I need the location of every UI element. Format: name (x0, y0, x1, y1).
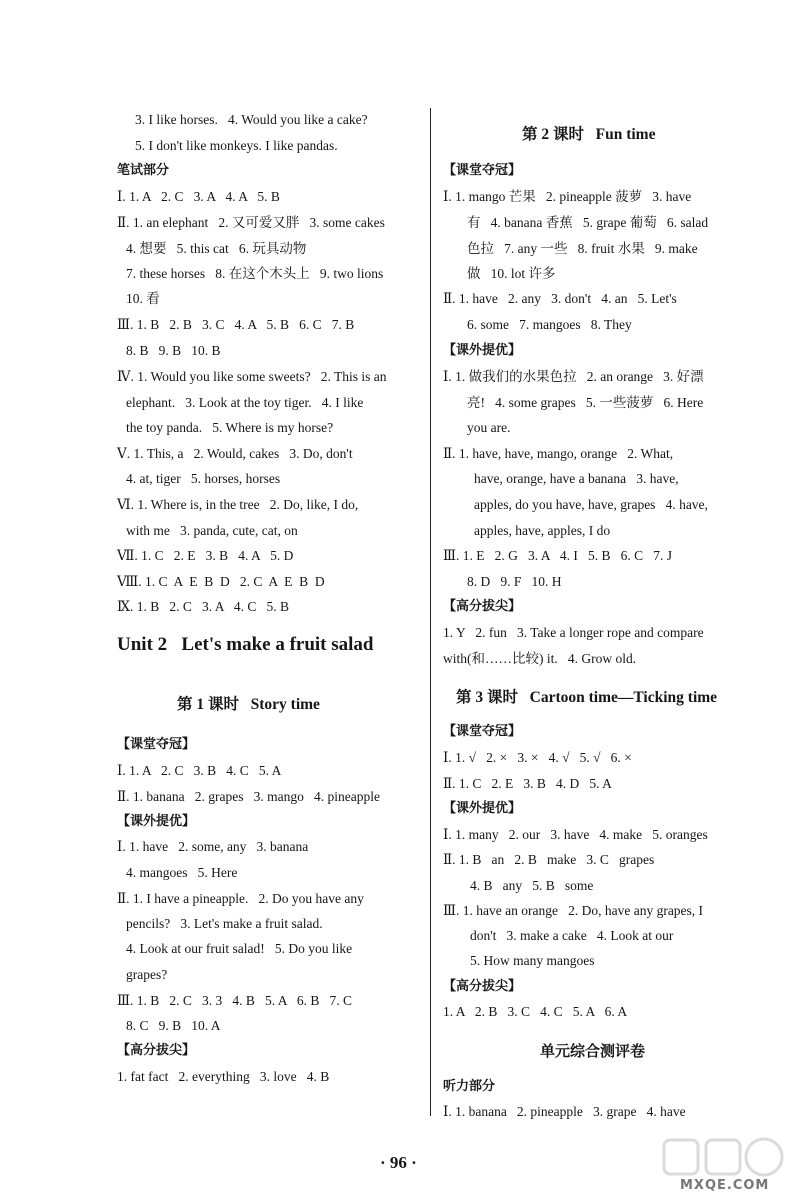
answer-line: apples, do you have, have, grapes 4. have, (474, 497, 708, 512)
answer-line: 8. C 9. B 10. A (126, 1018, 221, 1033)
answer-line: 色拉 7. any 一些 8. fruit 水果 9. make (467, 241, 698, 256)
section-label: 笔试部分 (117, 163, 170, 178)
answer-line: Ⅰ. 1. many 2. our 3. have 4. make 5. oranges (443, 827, 708, 842)
answer-line: 1. Y 2. fun 3. Take a longer rope and compare (443, 625, 704, 640)
answer-line: Ⅷ. 1. C A E B D 2. C A E B D (117, 574, 325, 589)
answer-line: 4. 想要 5. this cat 6. 玩具动物 (126, 241, 307, 256)
answer-line: Ⅲ. 1. have an orange 2. Do, have any grapes, I (443, 903, 704, 918)
section-label: 【课堂夺冠】 (117, 737, 196, 752)
answer-line: 5. I don't like monkeys. I like pandas. (135, 138, 338, 153)
answer-line: Ⅰ. 1. mango 芒果 2. pineapple 菠萝 3. have (443, 189, 692, 204)
answer-line: Ⅰ. 1. have 2. some, any 3. banana (117, 839, 309, 854)
answer-line: 10. 看 (126, 291, 160, 306)
answer-line: 3. I like horses. 4. Would you like a cake? (135, 112, 368, 127)
section-label: 【课外提优】 (443, 343, 522, 358)
lesson-title: 第 2 课时 Fun time (522, 126, 656, 143)
answer-line: Ⅱ. 1. have, have, mango, orange 2. What, (443, 446, 674, 461)
answer-line: Ⅲ. 1. E 2. G 3. A 4. I 5. B 6. C 7. J (443, 548, 673, 563)
answer-line: Ⅲ. 1. B 2. B 3. C 4. A 5. B 6. C 7. B (117, 317, 355, 332)
answer-line: 5. How many mangoes (470, 953, 595, 968)
answer-line: Ⅱ. 1. B an 2. B make 3. C grapes (443, 852, 655, 867)
answer-line: 8. D 9. F 10. H (467, 574, 562, 589)
answer-line: you are. (467, 420, 511, 435)
answer-line: Ⅰ. 1. banana 2. pineapple 3. grape 4. have (443, 1104, 686, 1119)
answer-line: grapes? (126, 967, 168, 982)
answer-line: Ⅸ. 1. B 2. C 3. A 4. C 5. B (117, 599, 290, 614)
answer-line: 做 10. lot 许多 (467, 266, 556, 281)
answer-line: 1. fat fact 2. everything 3. love 4. B (117, 1069, 330, 1084)
answer-line: 4. mangoes 5. Here (126, 865, 238, 880)
section-label: 【高分拔尖】 (443, 979, 522, 994)
answer-line: Ⅲ. 1. B 2. C 3. 3 4. B 5. A 6. B 7. C (117, 993, 353, 1008)
answer-line: don't 3. make a cake 4. Look at our (470, 928, 674, 943)
answer-line: Ⅰ. 1. √ 2. × 3. × 4. √ 5. √ 6. × (443, 750, 632, 765)
column-divider (430, 108, 431, 1116)
section-label: 【课外提优】 (117, 814, 196, 829)
answer-line: 4. B any 5. B some (470, 878, 594, 893)
answer-line: with(和……比较) it. 4. Grow old. (443, 651, 637, 666)
answer-line: 有 4. banana 香蕉 5. grape 葡萄 6. salad (467, 215, 709, 230)
answer-line: Ⅶ. 1. C 2. E 3. B 4. A 5. D (117, 548, 294, 563)
page-number: · 96 · (380, 1153, 417, 1172)
answer-line: Ⅴ. 1. This, a 2. Would, cakes 3. Do, don't (117, 446, 353, 461)
section-label: 【课堂夺冠】 (443, 163, 522, 178)
answer-line: have, orange, have a banana 3. have, (474, 471, 679, 486)
answer-line: Ⅱ. 1. an elephant 2. 又可爱又胖 3. some cakes (117, 215, 385, 230)
answer-line: Ⅰ. 1. 做我们的水果色拉 2. an orange 3. 好漂 (443, 369, 704, 384)
answer-line: 4. Look at our fruit salad! 5. Do you like (126, 941, 353, 956)
answer-line: 1. A 2. B 3. C 4. C 5. A 6. A (443, 1004, 628, 1019)
lesson-title: 第 3 课时 Cartoon time—Ticking time (456, 689, 718, 706)
section-label: 【课堂夺冠】 (443, 724, 522, 739)
answer-line: pencils? 3. Let's make a fruit salad. (126, 916, 323, 931)
section-label: 听力部分 (443, 1079, 496, 1094)
answer-line: Ⅰ. 1. A 2. C 3. B 4. C 5. A (117, 763, 282, 778)
unit-test-title: 单元综合测评卷 (540, 1042, 646, 1060)
section-label: 【高分拔尖】 (117, 1043, 196, 1058)
answer-line: 7. these horses 8. 在这个木头上 9. two lions (126, 266, 384, 281)
answer-line: Ⅱ. 1. I have a pineapple. 2. Do you have any (117, 891, 364, 906)
section-label: 【课外提优】 (443, 801, 522, 816)
answer-line: Ⅱ. 1. have 2. any 3. don't 4. an 5. Let's (443, 291, 677, 306)
answer-line: Ⅵ. 1. Where is, in the tree 2. Do, like, I do, (117, 497, 359, 512)
section-label: 【高分拔尖】 (443, 599, 522, 614)
answer-line: Ⅱ. 1. C 2. E 3. B 4. D 5. A (443, 776, 612, 791)
answer-line: 亮! 4. some grapes 5. 一些菠萝 6. Here (467, 395, 704, 410)
answer-line: Ⅱ. 1. banana 2. grapes 3. mango 4. pineapple (117, 789, 380, 804)
answer-line: Ⅳ. 1. Would you like some sweets? 2. This is an (117, 369, 387, 384)
answer-line: Ⅰ. 1. A 2. C 3. A 4. A 5. B (117, 189, 280, 204)
answer-line: elephant. 3. Look at the toy tiger. 4. I like (126, 395, 364, 410)
answer-line: the toy panda. 5. Where is my horse? (126, 420, 334, 435)
unit-title: Unit 2 Let's make a fruit salad (117, 634, 374, 655)
answer-line: 8. B 9. B 10. B (126, 343, 221, 358)
watermark-text: MXQE.COM (680, 1178, 770, 1193)
answer-line: apples, have, apples, I do (474, 523, 611, 538)
answer-line: 6. some 7. mangoes 8. They (467, 317, 632, 332)
answer-line: with me 3. panda, cute, cat, on (126, 523, 298, 538)
lesson-title: 第 1 课时 Story time (177, 696, 320, 713)
answer-line: 4. at, tiger 5. horses, horses (126, 471, 281, 486)
